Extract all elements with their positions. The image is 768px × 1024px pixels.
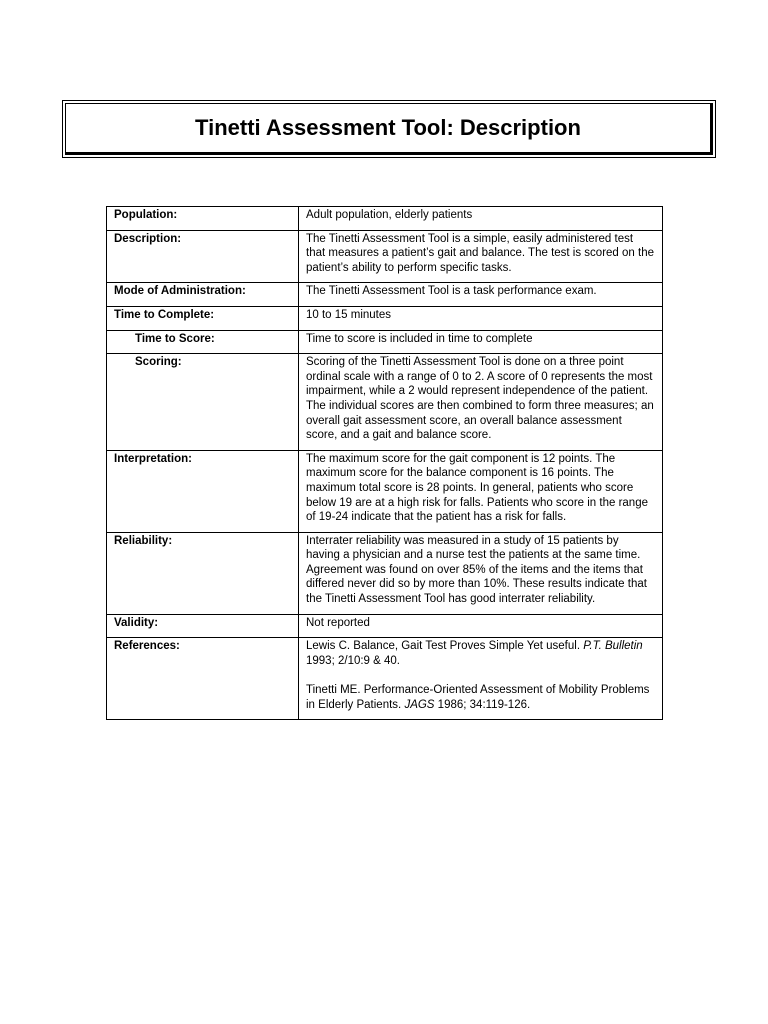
reference-text: Tinetti ME. Performance-Oriented Assessment of Mobility Problems in Elderly Patients. [306, 684, 650, 711]
references-value [299, 638, 663, 720]
row-value: Time to score is included in time to complete [299, 330, 663, 354]
reference-journal: JAGS [404, 698, 435, 711]
row-label: Description: [107, 230, 299, 283]
row-label: Reliability: [107, 532, 299, 614]
row-label: Interpretation: [107, 450, 299, 532]
table-row-time-to-complete [107, 306, 663, 330]
row-value: Interrater reliability was measured in a study of 15 patients by having a physician and a nurse test the patients at the same time. Agreement was found on over 85% of the items and the items that differed never did so by more than 10%. These results indicate that the Tinetti Assessment Tool has good interrater reliability. [299, 532, 663, 614]
row-value: 10 to 15 minutes [299, 306, 663, 330]
row-label: Scoring: [107, 354, 299, 451]
row-label: Mode of Administration: [107, 283, 299, 307]
title-box [62, 100, 716, 158]
description-table [106, 206, 663, 720]
table-row-time-to-score [107, 330, 663, 354]
row-value: Scoring of the Tinetti Assessment Tool is done on a three point ordinal scale with a range of 0 to 2. A score of 0 represents the most impairment, while a 2 would represent independence of the patient. The individual scores are then combined to form three measures; an overall gait assessment score, an overall balance assessment score, and a gait and balance score. [299, 354, 663, 451]
row-label: Time to Complete: [107, 306, 299, 330]
page-title: Tinetti Assessment Tool: Description [195, 115, 581, 140]
reference-text: Lewis C. Balance, Gait Test Proves Simple Yet useful. [306, 640, 584, 653]
table-row-description [107, 230, 663, 283]
table-row-interpretation [107, 450, 663, 532]
reference-journal: P.T. Bulletin [583, 640, 643, 653]
reference-citation: 1986; 34:119-126. [434, 698, 531, 711]
reference-citation: 1993; 2/10:9 & 40. [306, 654, 400, 667]
row-label: Time to Score: [107, 330, 299, 354]
table-row-scoring [107, 354, 663, 451]
row-value: The Tinetti Assessment Tool is a simple, easily administered test that measures a patient’s gait and balance. The test is scored on the patient’s ability to perform specific tasks. [299, 230, 663, 283]
table-row-reliability [107, 532, 663, 614]
row-label: Population: [107, 207, 299, 231]
table-row-references [107, 638, 663, 720]
row-label: References: [107, 638, 299, 720]
reference-item [306, 683, 655, 712]
row-label: Validity: [107, 614, 299, 638]
table-row-mode-of-administration [107, 283, 663, 307]
row-value: Adult population, elderly patients [299, 207, 663, 231]
table-row-validity [107, 614, 663, 638]
reference-item [306, 639, 655, 668]
row-value: The maximum score for the gait component is 12 points. The maximum score for the balance component is 16 points. The maximum total score is 28 points. In general, patients who score below 19 are at a high risk for falls. Patients who score in the range of 19-24 indicate that the patient has a risk for falls. [299, 450, 663, 532]
row-value: Not reported [299, 614, 663, 638]
row-value: The Tinetti Assessment Tool is a task performance exam. [299, 283, 663, 307]
title-box-inner [65, 103, 713, 155]
table-row-population [107, 207, 663, 231]
